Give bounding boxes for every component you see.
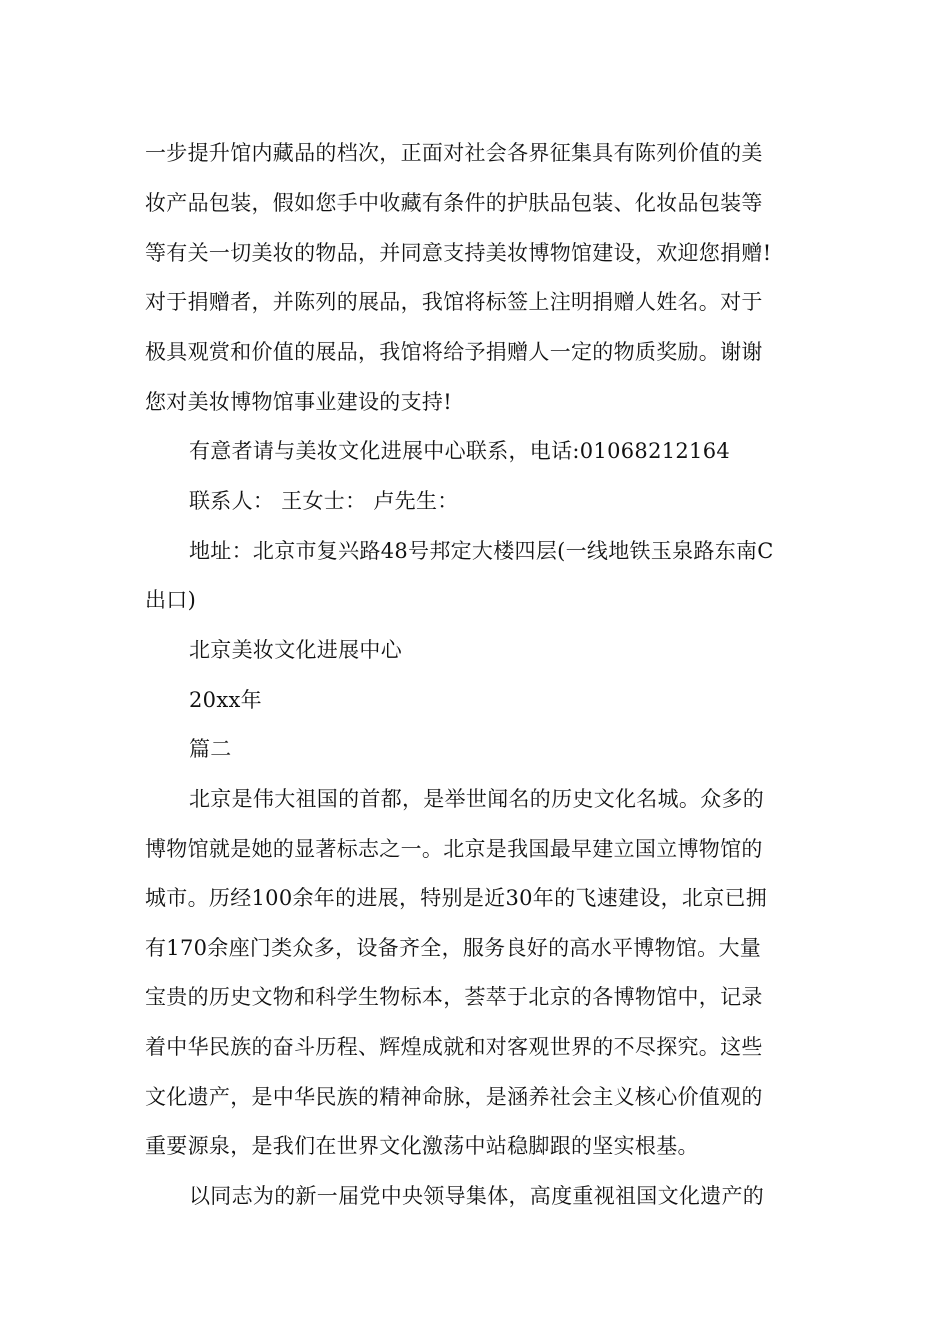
date-line: 20xx年 [189, 688, 262, 712]
organization-name: 北京美妆文化进展中心 [189, 638, 402, 662]
text-line: 以同志为的新一届党中央领导集体，高度重视祖国文化遗产的 [189, 1184, 765, 1208]
contact-phone-line: 有意者请与美妆文化进展中心联系，电话:01068212164 [189, 439, 731, 463]
text-line: 文化遗产，是中华民族的精神命脉，是涵养社会主义核心价值观的 [145, 1085, 763, 1109]
text-line: 对于捐赠者，并陈列的展品，我馆将标签上注明捐赠人姓名。对于 [145, 290, 763, 314]
text-line: 有170余座门类众多，设备齐全，服务良好的高水平博物馆。大量 [145, 936, 762, 960]
address-line-continued: 出口) [145, 588, 197, 612]
text-line: 重要源泉，是我们在世界文化激荡中站稳脚跟的坚实根基。 [145, 1134, 699, 1158]
text-line: 城市。历经100余年的进展，特别是近30年的飞速建设，北京已拥 [145, 886, 768, 910]
text-line: 等有关一切美妆的物品，并同意支持美妆博物馆建设，欢迎您捐赠! [145, 241, 772, 265]
text-line: 博物馆就是她的显著标志之一。北京是我国最早建立国立博物馆的 [145, 837, 763, 861]
text-line: 您对美妆博物馆事业建设的支持! [145, 390, 452, 414]
text-line: 宝贵的历史文物和科学生物标本，荟萃于北京的各博物馆中，记录 [145, 985, 763, 1009]
text-line: 极具观赏和价值的展品，我馆将给予捐赠人一定的物质奖励。谢谢 [145, 340, 763, 364]
text-line: 着中华民族的奋斗历程、辉煌成就和对客观世界的不尽探究。这些 [145, 1035, 763, 1059]
contact-person-line: 联系人： 王女士： 卢先生： [189, 489, 459, 513]
address-line: 地址：北京市复兴路48号邦定大楼四层(一线地铁玉泉路东南C [189, 539, 774, 563]
text-line: 妆产品包装，假如您手中收藏有条件的护肤品包装、化妆品包装等 [145, 191, 763, 215]
section-heading: 篇二 [189, 737, 232, 761]
text-line: 北京是伟大祖国的首都，是举世闻名的历史文化名城。众多的 [189, 787, 765, 811]
text-line: 一步提升馆内藏品的档次，正面对社会各界征集具有陈列价值的美 [145, 141, 763, 165]
